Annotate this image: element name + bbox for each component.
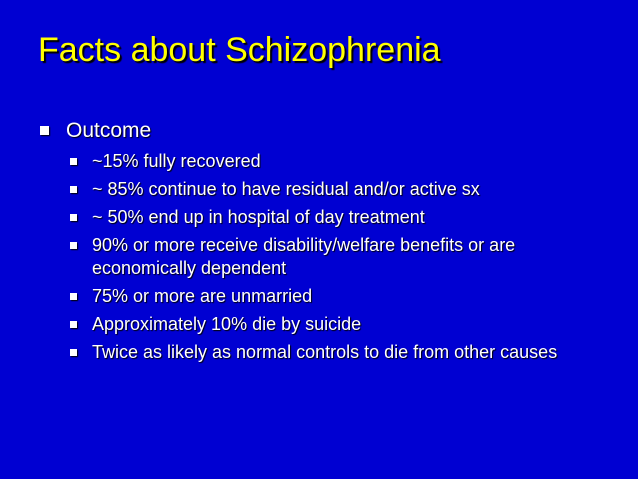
square-bullet-icon [70,214,77,221]
square-bullet-icon [70,242,77,249]
list-item-text: Twice as likely as normal controls to die from other causes [92,341,558,362]
square-bullet-icon [40,126,49,135]
list-item-text: ~15% fully recovered [92,151,261,171]
outcome-heading-label: Outcome [66,119,152,142]
square-bullet-icon [70,321,77,328]
list-item-text: Approximately 10% die by suicide [92,313,362,334]
outcome-bullet-list [70,150,610,369]
list-item [70,234,610,279]
list-item [70,150,610,173]
square-bullet-icon [70,158,77,165]
list-item [70,341,610,364]
list-item [70,206,610,229]
square-bullet-icon [70,293,77,300]
list-item [70,285,610,308]
list-item [70,313,610,336]
list-item-text: ~ 50% end up in hospital of day treatment [92,207,425,227]
slide-title: Facts about Schizophrenia [38,31,441,69]
square-bullet-icon [70,186,77,193]
square-bullet-icon [70,349,77,356]
list-item-text: ~ 85% continue to have residual and/or active sx [92,179,480,199]
list-item-text: 75% or more are unmarried [92,285,313,306]
list-item [70,178,610,201]
list-item-text: 90% or more receive disability/welfare benefits or are economically dependent [92,235,516,278]
